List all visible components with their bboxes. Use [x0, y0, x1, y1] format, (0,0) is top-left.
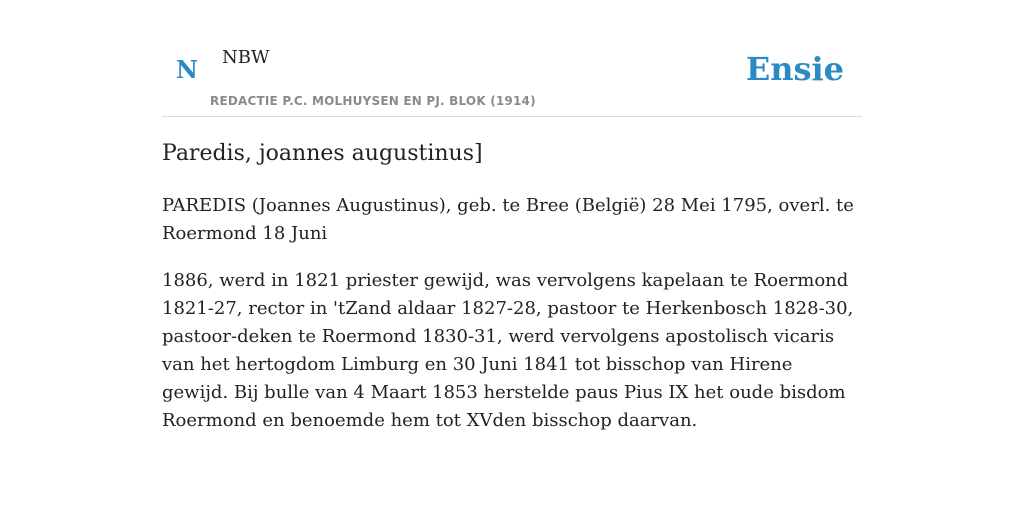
source-header [162, 0, 862, 117]
source-title: NBW [222, 47, 270, 68]
entry-paragraph: PAREDIS (Joannes Augustinus), geb. te Bree (België) 28 Mei 1795, overl. te Roermond 18 Juni [162, 195, 854, 244]
entry-title: Paredis, joannes augustinus] [162, 141, 483, 166]
source-subtitle: REDACTIE P.C. MOLHUYSEN EN PJ. BLOK (1914) [210, 94, 536, 108]
entry-content [162, 138, 862, 435]
source-logo[interactable]: N [176, 55, 198, 84]
brand-logo[interactable]: Ensie [745, 50, 844, 88]
entry-paragraph: 1886, werd in 1821 priester gewijd, was vervolgens kapelaan te Roermond 1821-27, rector in 'tZand aldaar 1827-28, pastoor te Herkenbosch 1828-30, pastoor-deken te Roermond 1830-31, werd vervolgens apostolisch vicaris van het hertogdom Limburg en 30 Juni 1841 tot bisschop van Hirene gewijd. Bij bulle van 4 Maart 1853 herstelde paus Pius IX het oude bisdom Roermond en benoemde hem tot XVden bisschop daarvan. [162, 270, 854, 431]
